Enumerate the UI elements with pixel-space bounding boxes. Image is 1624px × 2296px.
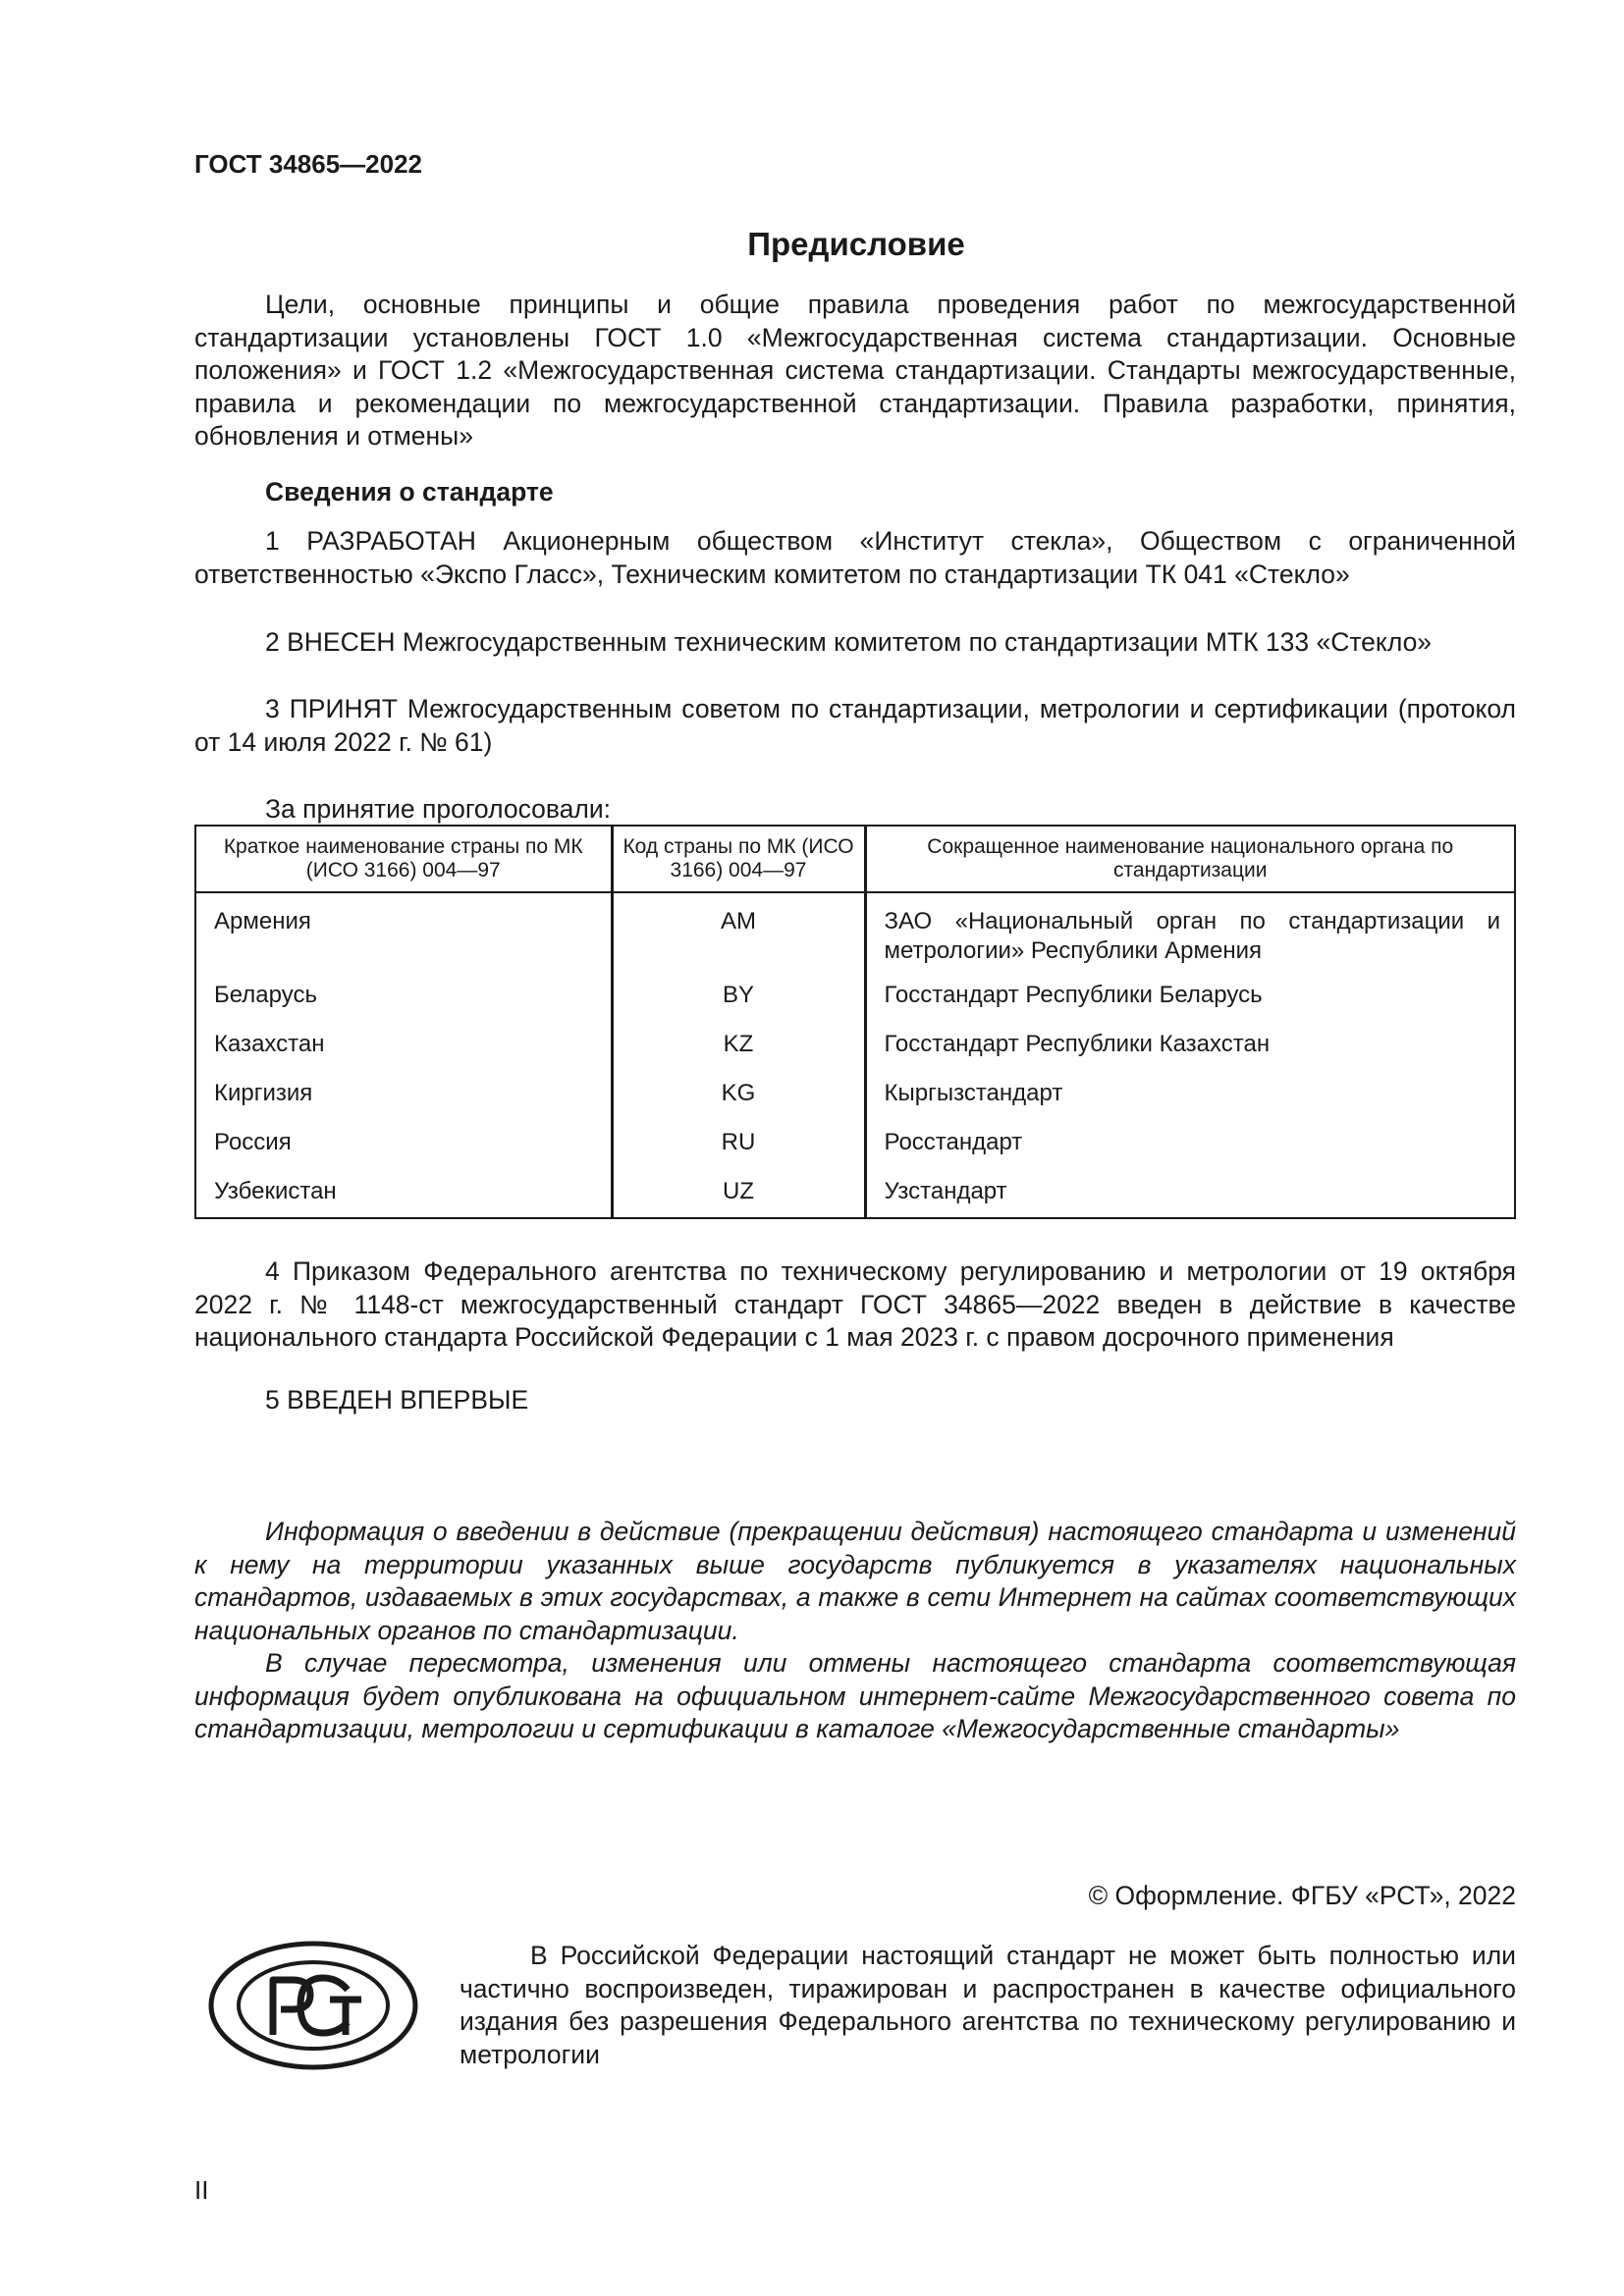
code-cell: KG: [612, 1071, 865, 1120]
page-title: Предисловие: [747, 226, 965, 262]
notice-paragraph-2: В случае пересмотра, изменения или отмены настоящего стандарта соответствующая информация будет опубликована на официальном интернет-сайте Межгосударственного совета по стандартизации, метрологии и сертификации в каталоге «Межгосударственные стандарты»: [194, 1648, 1516, 1743]
item-adopted: 3 ПРИНЯТ Межгосударственным советом по стандартизации, метрологии и сертификации (протокол от 14 июля 2022 г. № 61): [194, 694, 1516, 757]
table-row: [195, 1120, 1515, 1169]
body-cell: Кыргызстандарт: [865, 1071, 1515, 1120]
country-cell: Армения: [214, 908, 311, 934]
item-order: 4 Приказом Федерального агентства по техническому регулированию и метрологии от 19 октября 2022 г. № 1148-ст межгосударственный стандарт ГОСТ 34865—2022 введен в действие в качестве национального стандарта Российской Федерации с 1 мая 2023 г. с правом досрочного применения: [194, 1256, 1516, 1352]
code-cell: UZ: [612, 1169, 865, 1218]
document-code: ГОСТ 34865—2022: [194, 149, 422, 179]
copyright: © Оформление. ФГБУ «РСТ», 2022: [1088, 1881, 1516, 1910]
body-cell: Госстандарт Республики Казахстан: [865, 1022, 1515, 1071]
table-row: [195, 1071, 1515, 1120]
country-cell: Казахстан: [214, 1031, 325, 1057]
header-code: Код страны по МК (ИСО 3166) 004—97: [612, 826, 865, 892]
info-heading: Сведения о стандарте: [265, 477, 554, 507]
country-cell: Узбекистан: [214, 1178, 337, 1204]
voting-table: [194, 825, 1516, 1219]
country-cell: Беларусь: [214, 982, 317, 1008]
body-cell: Госстандарт Республики Беларусь: [865, 973, 1515, 1022]
table-header-row: [195, 826, 1515, 892]
pct-conformity-mark-icon: [206, 1939, 420, 2072]
voted-label: За принятие проголосовали:: [265, 794, 612, 824]
code-cell: RU: [612, 1120, 865, 1169]
rights-notice: В Российской Федерации настоящий стандарт не может быть полностью или частично воспроизведен, тиражирован и распространен в качестве официального издания без разрешения Федерального агентства по техническому регулированию и метрологии: [460, 1941, 1516, 2069]
table-row: [195, 973, 1515, 1022]
item-submitted: 2 ВНЕСЕН Межгосударственным техническим комитетом по стандартизации МТК 133 «Стекло»: [265, 627, 1433, 657]
header-country: Краткое наименование страны по МК (ИСО 3166) 004—97: [195, 826, 612, 892]
intro-paragraph: Цели, основные принципы и общие правила проведения работ по межгосударственной стандартизации установлены ГОСТ 1.0 «Межгосударственная система стандартизации. Основные положения» и ГОСТ 1.2 «Межгосударственная система стандартизации. Стандарты межгосударственные, правила и рекомендации по межгосударственной стандартизации. Правила разработки, принятия, обновления и отмены»: [194, 290, 1516, 451]
country-cell: Киргизия: [214, 1080, 313, 1106]
body-cell: ЗАО «Национальный орган по стандартизации и метрологии» Республики Армения: [865, 892, 1515, 973]
page-number: II: [194, 2175, 209, 2205]
body-cell: Росстандарт: [865, 1120, 1515, 1169]
header-body: Сокращенное наименование национального органа по стандартизации: [865, 826, 1515, 892]
body-cell: Узстандарт: [865, 1169, 1515, 1218]
country-cell: Россия: [214, 1129, 292, 1155]
table-row: [195, 1169, 1515, 1218]
code-cell: KZ: [612, 1022, 865, 1071]
item-first: 5 ВВЕДЕН ВПЕРВЫЕ: [265, 1385, 529, 1415]
table-row: [195, 892, 1515, 973]
code-cell: BY: [612, 973, 865, 1022]
item-developed: 1 РАЗРАБОТАН Акционерным обществом «Институт стекла», Обществом с ограниченной ответственностью «Экспо Гласс», Техническим комитетом по стандартизации ТК 041 «Стекло»: [194, 526, 1516, 589]
code-cell: AM: [612, 892, 865, 973]
notice-paragraph-1: Информация о введении в действие (прекращении действия) настоящего стандарта и изменений к нему на территории указанных выше государств публикуется в указателях национальных стандартов, издаваемых в этих государствах, а также в сети Интернет на сайтах соответствующих национальных органов по стандартизации.: [194, 1517, 1516, 1645]
table-row: [195, 1022, 1515, 1071]
